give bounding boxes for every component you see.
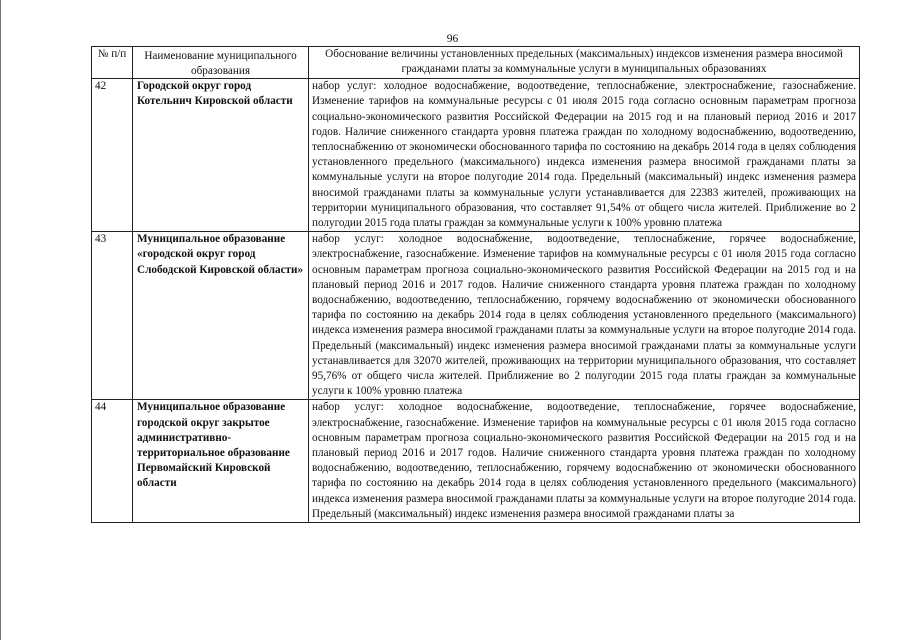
row-number: 43 <box>92 232 133 400</box>
municipality-name: Муниципальное образование городской округ закрытое административно-территориальное образование Первомайский Кировской области <box>133 400 309 523</box>
justification-text: набор услуг: холодное водоснабжение, водоотведение, теплоснабжение, электроснабжение, газоснабжение. Изменение тарифов на коммунальные ресурсы с 01 июля 2015 года согласно основным параметрам прогноза социально-экономического развития Российской Федерации на 2015 год и на плановый период 2016 и 2017 годов. Наличие сниженного стандарта уровня платежа граждан по холодному водоснабжению, водоотведению, теплоснабжению от экономически обоснованного тарифа по состоянию на декабрь 2014 года в целях соблюдения установленного предельного (максимального) индекса изменения размера вносимой гражданами платы за коммунальные услуги на второе полугодие 2014 года. Предельный (максимальный) индекс изменения размера вносимой гражданами платы за коммунальные услуги устанавливается для 22383 жителей, проживающих на территории муниципального образования, что составляет 91,54% от общего числа жителей. Приближение во 2 полугодии 2015 года платы граждан за коммунальные услуги к 100% уровню платежа <box>309 79 860 232</box>
scan-edge-line <box>0 0 1 640</box>
header-justification: Обоснование величины установленных предельных (максимальных) индексов изменения размера вносимой гражданами платы за коммунальные услуги в муниципальных образованиях <box>309 47 860 79</box>
page-number: 96 <box>446 33 459 45</box>
row-number: 44 <box>92 400 133 523</box>
header-num: № п/п <box>92 47 133 79</box>
municipality-name: Муниципальное образование «городской округ город Слободской Кировской области» <box>133 232 309 400</box>
justification-text: набор услуг: холодное водоснабжение, водоотведение, теплоснабжение, горячее водоснабжение, электроснабжение, газоснабжение. Изменение тарифов на коммунальные ресурсы с 01 июля 2015 года согласно основным параметрам прогноза социально-экономического развития Российской Федерации на 2015 год и на плановый период 2016 и 2017 годов. Наличие сниженного стандарта уровня платежа граждан по холодному водоснабжению, водоотведению, теплоснабжению, горячему водоснабжению от экономически обоснованного тарифа по состоянию на декабрь 2014 года в целях соблюдения установленного предельного (максимального) индекса изменения размера вносимой гражданами платы за коммунальные услуги на второе полугодие 2014 года. Предельный (максимальный) индекс изменения размера вносимой гражданами платы за коммунальные услуги устанавливается для 32070 жителей, проживающих на территории муниципального образования, что составляет 95,76% от общего числа жителей. Приближение во 2 полугодии 2015 года платы граждан за коммунальные услуги к 100% уровню платежа <box>309 232 860 400</box>
table-row <box>92 400 860 523</box>
table-row <box>92 232 860 400</box>
row-number: 42 <box>92 79 133 232</box>
justification-text: набор услуг: холодное водоснабжение, водоотведение, теплоснабжение, горячее водоснабжение, электроснабжение, газоснабжение. Изменение тарифов на коммунальные ресурсы с 01 июля 2015 года согласно основным параметрам прогноза социально-экономического развития Российской Федерации на 2015 год и на плановый период 2016 и 2017 годов. Наличие сниженного стандарта уровня платежа граждан по холодному водоснабжению, водоотведению, теплоснабжению, горячему водоснабжению от экономически обоснованного тарифа по состоянию на декабрь 2014 года в целях соблюдения установленного предельного (максимального) индекса изменения размера вносимой гражданами платы за коммунальные услуги на второе полугодие 2014 года. Предельный (максимальный) индекс изменения размера вносимой гражданами платы за <box>309 400 860 523</box>
municipality-name: Городской округ город Котельнич Кировской области <box>133 79 309 232</box>
header-municipality: Наименование муниципального образования <box>133 47 309 79</box>
table-header-row <box>92 47 860 79</box>
indices-table <box>91 46 860 523</box>
table-row <box>92 79 860 232</box>
